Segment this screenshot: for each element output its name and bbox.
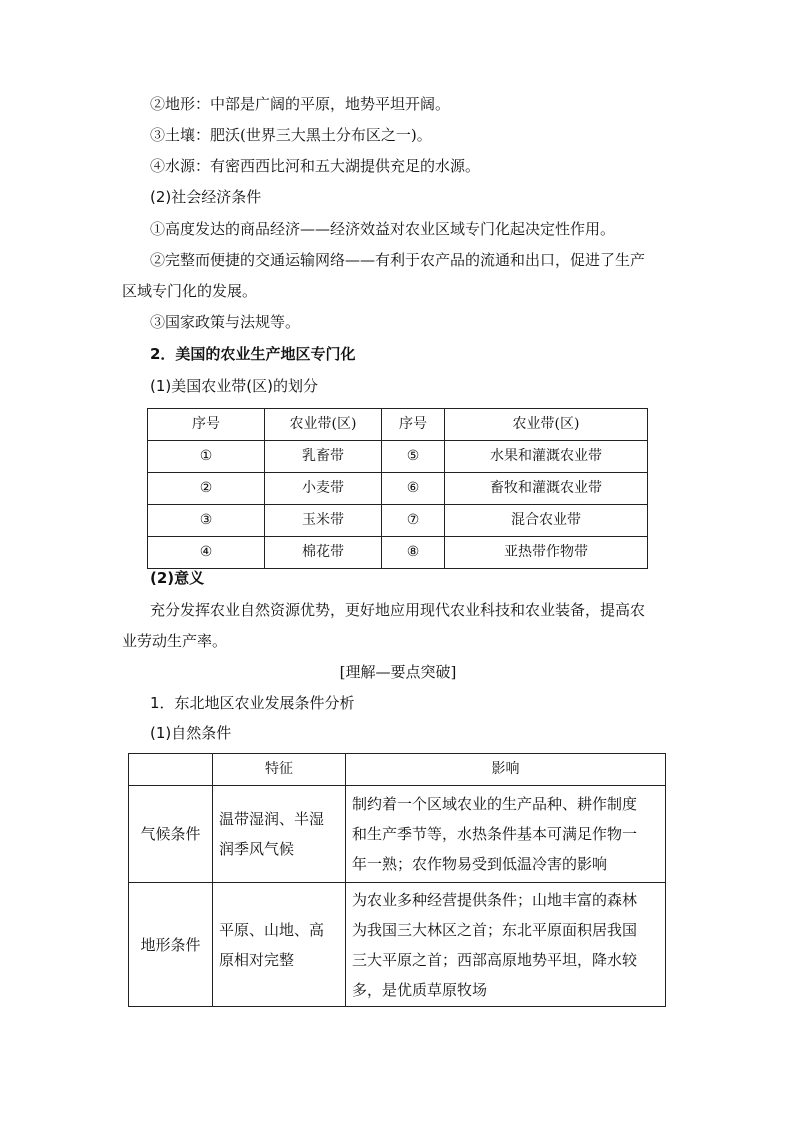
- table-row: [129, 883, 666, 1007]
- table-header-row: [129, 754, 666, 786]
- feature-cell: [213, 883, 346, 1007]
- column-header: 农业带(区): [445, 409, 648, 441]
- effect-line: 为农业多种经营提供条件；山地丰富的森林: [352, 890, 638, 909]
- table-cell: 混合农业带: [445, 505, 648, 537]
- row-label: 地形条件: [129, 883, 213, 1007]
- feature-line: 平原、山地、高: [219, 920, 325, 939]
- table-cell: ④: [148, 537, 265, 569]
- effect-cell: [346, 786, 666, 883]
- table-cell: 玉米带: [265, 505, 382, 537]
- us-specialization-heading: 2．美国的农业生产地区专门化: [150, 345, 356, 363]
- social-conditions-heading: (2)社会经济条件: [150, 188, 262, 206]
- effect-cell: [346, 883, 666, 1007]
- section-title: [理解—要点突破]: [339, 663, 457, 681]
- column-header: [129, 754, 213, 786]
- feature-cell: [213, 786, 346, 883]
- social-item-policy: ③国家政策与法规等。: [150, 313, 301, 331]
- significance-text-line2: 业劳动生产率。: [122, 632, 228, 650]
- social-item-transport-cont: 区域专门化的发展。: [122, 282, 258, 300]
- effect-line: 年一熟；农作物易受到低温冷害的影响: [352, 855, 608, 873]
- table-cell: ⑥: [382, 473, 445, 505]
- soil-line: ③土壤：肥沃(世界三大黑土分布区之一)。: [150, 126, 432, 144]
- northeast-conditions-table: [128, 753, 666, 1007]
- row-label: 气候条件: [129, 786, 213, 883]
- table-cell: 畜牧和灌溉农业带: [445, 473, 648, 505]
- table-cell: 亚热带作物带: [445, 537, 648, 569]
- northeast-analysis-heading: 1．东北地区农业发展条件分析: [150, 694, 355, 712]
- effect-line: 多，是优质草原牧场: [352, 980, 488, 999]
- belt-division-subheading: (1)美国农业带(区)的划分: [150, 377, 318, 395]
- table-cell: ③: [148, 505, 265, 537]
- significance-text-line1: 充分发挥农业自然资源优势，更好地应用现代农业科技和农业装备，提高农: [150, 601, 646, 619]
- water-line: ④水源：有密西西比河和五大湖提供充足的水源。: [150, 157, 481, 175]
- us-agricultural-belt-table: [147, 408, 648, 569]
- table-cell: ②: [148, 473, 265, 505]
- column-header: 序号: [382, 409, 445, 441]
- column-header: 特征: [213, 754, 346, 786]
- feature-line: 原相对完整: [219, 950, 295, 969]
- table-cell: 水果和灌溉农业带: [445, 441, 648, 473]
- effect-line: 和生产季节等，水热条件基本可满足作物一: [352, 825, 638, 843]
- table-cell: ⑤: [382, 441, 445, 473]
- effect-line: 为我国三大林区之首；东北平原面积居我国: [352, 920, 638, 939]
- table-row: [148, 473, 648, 505]
- effect-line: 三大平原之首；西部高原地势平坦，降水较: [352, 950, 638, 969]
- feature-line: 润季风气候: [219, 840, 295, 858]
- social-item-economy: ①高度发达的商品经济——经济效益对农业区域专门化起决定性作用。: [150, 220, 616, 238]
- table-header-row: [148, 409, 648, 441]
- table-cell: 棉花带: [265, 537, 382, 569]
- column-header: 影响: [346, 754, 666, 786]
- terrain-line: ②地形：中部是广阔的平原，地势平坦开阔。: [150, 95, 451, 113]
- significance-heading: (2)意义: [150, 569, 205, 587]
- table-cell: ⑧: [382, 537, 445, 569]
- table-row: [148, 505, 648, 537]
- natural-conditions-subheading: (1)自然条件: [150, 724, 232, 742]
- table-cell: ⑦: [382, 505, 445, 537]
- table-cell: 乳畜带: [265, 441, 382, 473]
- table-cell: ①: [148, 441, 265, 473]
- table-row: [148, 537, 648, 569]
- effect-line: 制约着一个区域农业的生产品种、耕作制度: [352, 795, 638, 813]
- table-row: [148, 441, 648, 473]
- column-header: 农业带(区): [265, 409, 382, 441]
- table-cell: 小麦带: [265, 473, 382, 505]
- table-row: [129, 786, 666, 883]
- social-item-transport: ②完整而便捷的交通运输网络——有利于农产品的流通和出口，促进了生产: [150, 251, 646, 269]
- feature-line: 温带湿润、半湿: [219, 810, 325, 828]
- column-header: 序号: [148, 409, 265, 441]
